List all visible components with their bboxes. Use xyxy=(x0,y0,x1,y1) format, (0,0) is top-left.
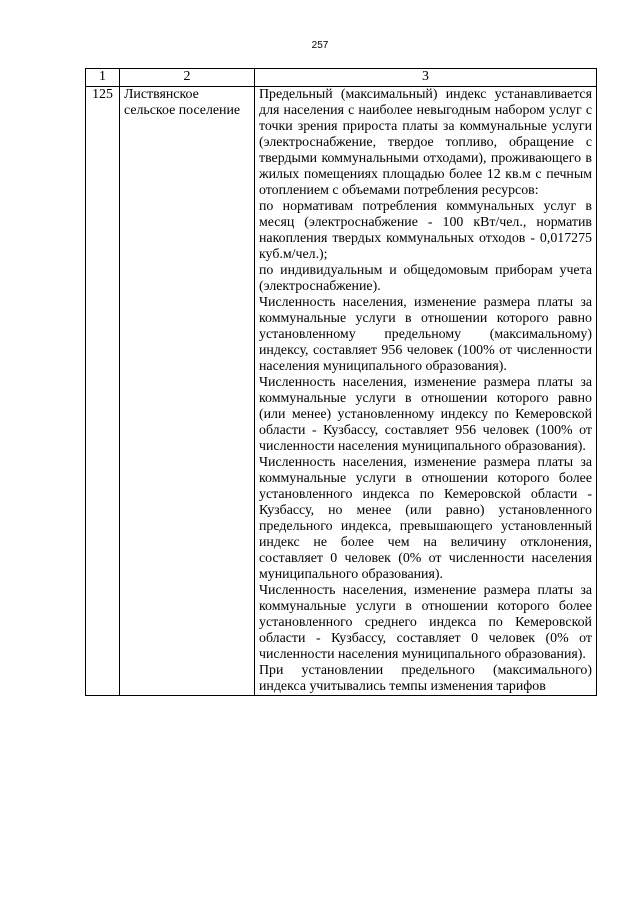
row-number: 125 xyxy=(86,87,120,696)
index-table xyxy=(85,68,597,696)
paragraph-norms: по нормативам потребления коммунальных услуг в месяц (электроснабжение - 100 кВт/чел., норматив накопления твердых коммунальных отходов - 0,017275 куб.м/чел.); xyxy=(259,199,592,262)
table-row xyxy=(86,87,597,696)
column-header-3: 3 xyxy=(255,69,597,87)
paragraph-population-above-regional: Численность населения, изменение размера платы за коммунальные услуги в отношении которого более установленного индекса по Кемеровской области - Кузбассу, но менее (или равно) установленного предельного индекса, превышающего установленный индекс не более чем на величину отклонения, составляет 0 человек (0% от численности населения муниципального образования). xyxy=(259,455,592,582)
column-header-2: 2 xyxy=(120,69,255,87)
page-number: 257 xyxy=(311,40,329,51)
paragraph-tariff-growth: При установлении предельного (максимального) индекса учитывались темпы изменения тарифов xyxy=(259,663,592,694)
header-row xyxy=(86,69,597,87)
paragraph-population-equal-regional: Численность населения, изменение размера платы за коммунальные услуги в отношении которого равно (или менее) установленному индексу по Кемеровской области - Кузбассу, составляет 956 человек (100% от численности населения муниципального образования). xyxy=(259,375,592,454)
description-cell xyxy=(255,87,597,696)
paragraph-population-above-average: Численность населения, изменение размера платы за коммунальные услуги в отношении которого более установленного среднего индекса по Кемеровской области - Кузбассу, составляет 0 человек (0% от численности населения муниципального образования). xyxy=(259,583,592,662)
paragraph-population-equal-max: Численность населения, изменение размера платы за коммунальные услуги в отношении которого равно установленному предельному (максимальному) индексу, составляет 956 человек (100% от численности населения муниципального образования). xyxy=(259,295,592,374)
column-header-1: 1 xyxy=(86,69,120,87)
paragraph-meters: по индивидуальным и общедомовым приборам учета (электроснабжение). xyxy=(259,263,592,294)
settlement-name: Листвянское сельское поселение xyxy=(120,87,255,696)
paragraph-index-definition: Предельный (максимальный) индекс устанавливается для населения с наиболее невыгодным набором услуг с точки зрения прироста платы за коммунальные услуги (электроснабжение, твердое топливо, обращение с твердыми коммунальными отходами), проживающего в жилых помещениях площадью более 12 кв.м с печным отоплением с объемами потребления ресурсов: xyxy=(259,87,592,198)
